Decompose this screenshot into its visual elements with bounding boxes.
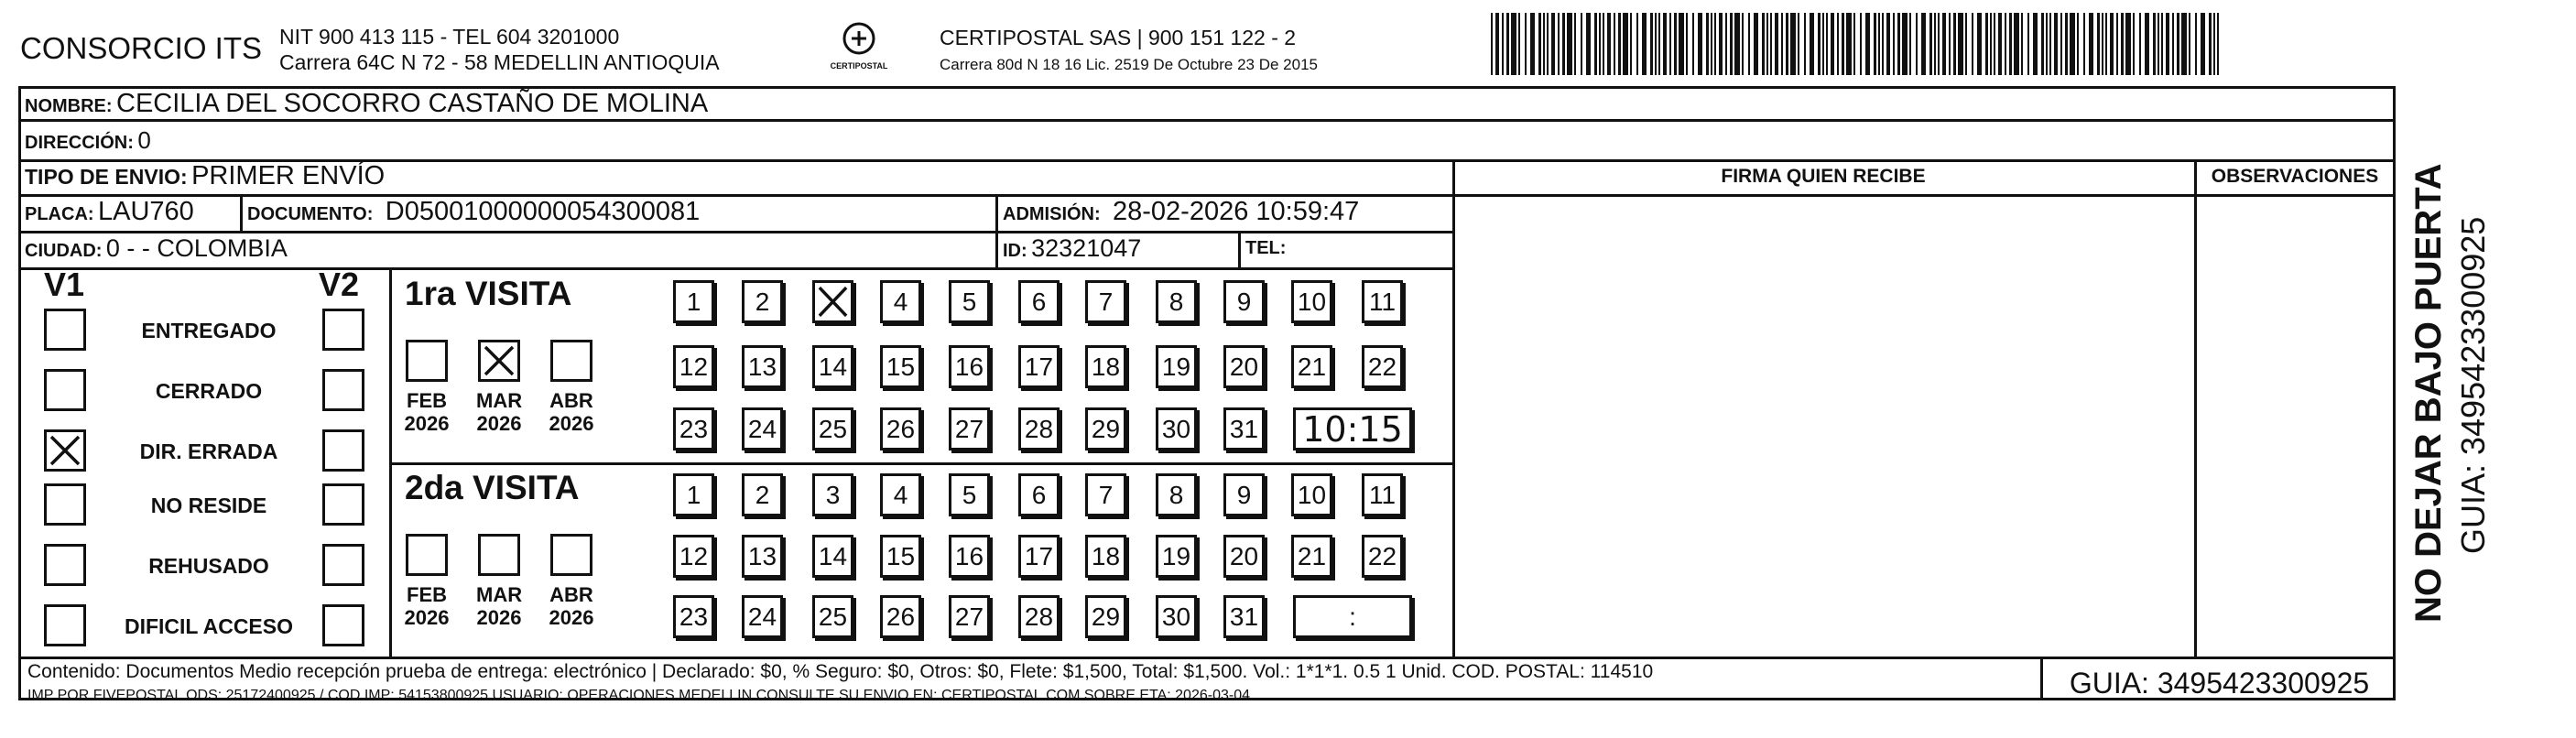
barcode-bar: [1618, 13, 1621, 75]
barcode: [1491, 13, 2223, 75]
visit1-day-box[interactable]: 23: [673, 407, 714, 450]
visit2-title: 2da VISITA: [405, 469, 580, 506]
barcode-bar: [1762, 13, 1765, 75]
month-year: 2026: [549, 606, 594, 629]
month-year: 2026: [404, 606, 450, 629]
barcode-bar: [1663, 13, 1667, 75]
barcode-bar: [2102, 13, 2103, 75]
barcode-bar: [2181, 13, 2187, 75]
nombre-label: NOMBRE:: [25, 96, 113, 116]
barcode-bar: [1658, 13, 1660, 75]
barcode-bar: [1985, 13, 1988, 75]
month-name: ABR: [549, 583, 593, 606]
barcode-bar: [2021, 13, 2023, 75]
status-v2-checkbox[interactable]: [322, 483, 364, 526]
visit1-day-box[interactable]: 15: [880, 345, 921, 388]
visit2-day-box[interactable]: 15: [880, 535, 921, 578]
visit1-day-box[interactable]: 4: [880, 280, 921, 323]
barcode-bar: [1846, 13, 1852, 75]
barcode-bar: [2077, 13, 2079, 75]
visit2-day-box[interactable]: 22: [1362, 535, 1403, 578]
barcode-bar: [1998, 13, 2002, 75]
footer-contenido: Contenido: Documentos Medio recepción prueba de entrega: electrónico | Declarado: $0, % Seguro: $0, Otros: $0, Flete: $1,500, Total: $1,500. Vol.: 1*1*1. 0.5 1 Unid. COD. POSTAL: 114510: [27, 661, 1654, 682]
barcode-bar: [1934, 13, 1936, 75]
documento-field: [247, 197, 700, 227]
firma-header: FIRMA QUIEN RECIBE: [1721, 166, 1926, 187]
barcode-bar: [1810, 13, 1814, 75]
v1-header: V1: [44, 266, 85, 303]
barcode-bar: [2201, 13, 2205, 75]
visit2-day-box[interactable]: 8: [1156, 473, 1197, 516]
visit2-day-box[interactable]: 4: [880, 473, 921, 516]
documento-value: D05001000000054300081: [385, 197, 701, 226]
month-year: 2026: [549, 412, 594, 435]
visit1-day-box[interactable]: 5: [949, 280, 990, 323]
visit2-day-box[interactable]: 20: [1223, 535, 1265, 578]
barcode-bar: [2060, 13, 2062, 75]
barcode-bar: [1953, 13, 1956, 75]
barcode-bar: [1977, 13, 1982, 75]
barcode-bar: [1538, 13, 1541, 75]
visit2-month-checkbox[interactable]: [406, 534, 448, 576]
barcode-bar: [1831, 13, 1834, 75]
barcode-bar: [2070, 13, 2075, 75]
visit1-day-box[interactable]: 27: [949, 407, 990, 450]
status-label: NO RESIDE: [150, 494, 267, 517]
barcode-bar: [1775, 13, 1778, 75]
visit2-month-checkbox[interactable]: [550, 534, 592, 576]
admision-field: [1003, 197, 1359, 227]
barcode-bar: [1958, 13, 1963, 75]
barcode-bar: [1909, 13, 1911, 75]
barcode-bar: [1567, 13, 1572, 75]
barcode-bar: [1506, 13, 1509, 75]
barcode-bar: [1525, 13, 1527, 75]
barcode-bar: [1754, 13, 1758, 75]
barcode-bar: [1916, 13, 1918, 75]
visit1-day-box[interactable]: 11: [1362, 280, 1403, 323]
barcode-bar: [1581, 13, 1582, 75]
company-name: CONSORCIO ITS: [20, 31, 263, 65]
barcode-bar: [2189, 13, 2190, 75]
visit2-day-box[interactable]: 14: [812, 535, 853, 578]
barcode-bar: [1603, 13, 1604, 75]
admision-label: ADMISIÓN:: [1003, 204, 1101, 224]
barcode-bar: [2158, 13, 2159, 75]
visit1-month-label: [549, 389, 594, 435]
barcode-bar: [2116, 13, 2118, 75]
placa-value: LAU760: [98, 197, 194, 226]
ciudad-field: [25, 234, 288, 263]
barcode-bar: [1491, 13, 1493, 75]
status-v2-checkbox[interactable]: [322, 369, 364, 411]
barcode-bar: [1860, 13, 1862, 75]
barcode-bar: [1650, 13, 1653, 75]
status-label: DIFICIL ACCESO: [124, 614, 293, 638]
visit2-day-box[interactable]: 30: [1156, 595, 1197, 638]
barcode-bar: [2161, 13, 2163, 75]
status-label: CERRADO: [155, 379, 263, 403]
barcode-bar: [1636, 13, 1638, 75]
barcode-bar: [1921, 13, 1926, 75]
tipo-envio-label: TIPO DE ENVIO:: [25, 165, 188, 189]
visit1-day-box[interactable]: 31: [1223, 407, 1265, 450]
visit2-day-box[interactable]: 2: [742, 473, 783, 516]
barcode-bar: [1686, 13, 1688, 75]
barcode-bar: [1594, 13, 1597, 75]
status-v2-checkbox[interactable]: [322, 604, 364, 646]
courier-info: [940, 24, 1318, 79]
visit1-month-label: [404, 389, 450, 435]
id-value: 32321047: [1031, 234, 1142, 262]
visit2-day-box[interactable]: 19: [1156, 535, 1197, 578]
month-year: 2026: [404, 412, 450, 435]
admision-value: 28-02-2026 10:59:47: [1113, 197, 1360, 226]
visit2-day-box[interactable]: 21: [1291, 535, 1332, 578]
barcode-bar: [1630, 13, 1632, 75]
barcode-bar: [1748, 13, 1750, 75]
barcode-bar: [1942, 13, 1946, 75]
barcode-bar: [2139, 13, 2141, 75]
month-year: 2026: [476, 412, 522, 435]
visit1-day-box[interactable]: 8: [1156, 280, 1197, 323]
barcode-bar: [1949, 13, 1951, 75]
courier-name: CERTIPOSTAL SAS | 900 151 122 - 2: [940, 26, 1297, 49]
visit1-month-label: [476, 389, 522, 435]
barcode-bar: [1822, 13, 1824, 75]
month-name: FEB: [407, 389, 447, 412]
side-guia: GUIA: 3495423300925: [2454, 216, 2492, 554]
tipo-envio-value: PRIMER ENVÍO: [191, 161, 386, 190]
visit1-day-box[interactable]: 14: [812, 345, 853, 388]
barcode-bar: [2014, 13, 2019, 75]
status-label: REHUSADO: [148, 554, 269, 578]
id-label: ID:: [1003, 241, 1027, 261]
barcode-bar: [1599, 13, 1601, 75]
barcode-bar: [1734, 13, 1740, 75]
visit1-day-box[interactable]: 2: [742, 280, 783, 323]
barcode-bar: [1623, 13, 1628, 75]
barcode-bar: [1679, 13, 1684, 75]
barcode-bar: [2217, 13, 2219, 75]
visit1-day-box[interactable]: 16: [949, 345, 990, 388]
barcode-bar: [2005, 13, 2006, 75]
visit1-day-box[interactable]: 19: [1156, 345, 1197, 388]
visit2-day-box[interactable]: 27: [949, 595, 990, 638]
barcode-bar: [2213, 13, 2215, 75]
barcode-bar: [1719, 13, 1723, 75]
barcode-bar: [1502, 13, 1504, 75]
barcode-bar: [1990, 13, 1992, 75]
ciudad-value: 0 - - COLOMBIA: [105, 234, 288, 262]
company-address: Carrera 64C N 72 - 58 MEDELLIN ANTIOQUIA: [279, 50, 720, 74]
barcode-bar: [1874, 13, 1876, 75]
barcode-bar: [1725, 13, 1727, 75]
status-label: ENTREGADO: [141, 319, 277, 342]
tipo-envio-field: [25, 161, 385, 191]
visit1-day-box[interactable]: 9: [1223, 280, 1265, 323]
visit2-day-box[interactable]: 6: [1018, 473, 1060, 516]
logo-icon: [841, 20, 877, 57]
visit2-day-box[interactable]: 29: [1085, 595, 1126, 638]
barcode-bar: [1518, 13, 1520, 75]
ciudad-label: CIUDAD:: [25, 241, 103, 261]
barcode-bar: [1669, 13, 1671, 75]
barcode-bar: [1511, 13, 1516, 75]
visit1-day-box[interactable]: 30: [1156, 407, 1197, 450]
visit1-day-box[interactable]: 17: [1018, 345, 1060, 388]
visit1-day-box[interactable]: 18: [1085, 345, 1126, 388]
logo-text: CERTIPOSTAL: [830, 61, 888, 71]
barcode-bar: [2209, 13, 2212, 75]
visit2-day-box[interactable]: 1: [673, 473, 714, 516]
barcode-bar: [1742, 13, 1744, 75]
visit2-day-box[interactable]: 7: [1085, 473, 1126, 516]
visit2-day-box[interactable]: 31: [1223, 595, 1265, 638]
side-notice: NO DEJAR BAJO PUERTA: [2408, 163, 2449, 623]
barcode-bar: [1558, 13, 1560, 75]
barcode-bar: [2110, 13, 2114, 75]
barcode-bar: [1837, 13, 1839, 75]
tel-field: [1245, 238, 1286, 259]
barcode-bar: [2153, 13, 2156, 75]
barcode-bar: [2089, 13, 2093, 75]
barcode-bar: [2041, 13, 2044, 75]
visit2-day-box[interactable]: 11: [1362, 473, 1403, 516]
barcode-bar: [1865, 13, 1870, 75]
status-v1-checkbox[interactable]: [44, 604, 86, 646]
x-mark-icon: [481, 342, 517, 379]
status-v1-checkbox[interactable]: [44, 309, 86, 351]
visit2-day-box[interactable]: 28: [1018, 595, 1060, 638]
visit1-day-box[interactable]: 13: [742, 345, 783, 388]
barcode-bar: [1692, 13, 1694, 75]
barcode-bar: [1878, 13, 1880, 75]
barcode-bar: [1698, 13, 1702, 75]
visit1-month-checkbox[interactable]: [478, 340, 520, 382]
barcode-bar: [2054, 13, 2058, 75]
visit1-day-box[interactable]: 12: [673, 345, 714, 388]
barcode-bar: [1994, 13, 1995, 75]
barcode-bar: [1543, 13, 1545, 75]
visit2-month-label: [476, 583, 522, 629]
visit1-day-box[interactable]: 29: [1085, 407, 1126, 450]
barcode-bar: [1642, 13, 1647, 75]
visit2-day-box[interactable]: 18: [1085, 535, 1126, 578]
v2-header: V2: [319, 266, 360, 303]
visit1-month-checkbox[interactable]: [406, 340, 448, 382]
barcode-bar: [1781, 13, 1783, 75]
barcode-bar: [1586, 13, 1591, 75]
barcode-bar: [1574, 13, 1576, 75]
visit2-day-box[interactable]: 10: [1291, 473, 1332, 516]
barcode-bar: [2177, 13, 2179, 75]
direccion-value: 0: [137, 126, 151, 154]
barcode-bar: [1972, 13, 1973, 75]
visit2-day-box[interactable]: 17: [1018, 535, 1060, 578]
barcode-bar: [1897, 13, 1900, 75]
status-v1-checkbox[interactable]: [44, 483, 86, 526]
visit2-day-box[interactable]: 16: [949, 535, 990, 578]
visit2-day-box[interactable]: 5: [949, 473, 990, 516]
barcode-bar: [1766, 13, 1768, 75]
barcode-bar: [2145, 13, 2149, 75]
documento-label: DOCUMENTO:: [247, 204, 374, 224]
visit2-month-checkbox[interactable]: [478, 534, 520, 576]
barcode-bar: [1562, 13, 1565, 75]
visit1-day-box[interactable]: 20: [1223, 345, 1265, 388]
observaciones-header: OBSERVACIONES: [2211, 166, 2379, 187]
barcode-bar: [1938, 13, 1940, 75]
visit1-day-box[interactable]: 10: [1291, 280, 1332, 323]
x-mark-icon: [815, 283, 851, 320]
barcode-bar: [2166, 13, 2169, 75]
barcode-bar: [1804, 13, 1806, 75]
barcode-bar: [1882, 13, 1884, 75]
barcode-bar: [1607, 13, 1611, 75]
status-label: DIR. ERRADA: [139, 440, 278, 463]
x-mark-icon: [47, 432, 83, 469]
barcode-bar: [1902, 13, 1908, 75]
visit2-day-box[interactable]: 23: [673, 595, 714, 638]
visit2-day-box[interactable]: 25: [812, 595, 853, 638]
visit2-day-box[interactable]: 24: [742, 595, 783, 638]
barcode-bar: [1530, 13, 1535, 75]
nombre-field: [25, 89, 708, 119]
visit1-day-box[interactable]: 24: [742, 407, 783, 450]
visit2-day-box[interactable]: 12: [673, 535, 714, 578]
tel-label: TEL:: [1245, 238, 1287, 258]
barcode-bar: [2097, 13, 2100, 75]
barcode-bar: [1655, 13, 1657, 75]
barcode-bar: [2105, 13, 2107, 75]
barcode-bar: [1614, 13, 1615, 75]
month-name: FEB: [407, 583, 447, 606]
barcode-bar: [1893, 13, 1895, 75]
month-name: MAR: [476, 389, 523, 412]
barcode-bar: [1547, 13, 1549, 75]
visit2-day-box[interactable]: 3: [812, 473, 853, 516]
barcode-bar: [2049, 13, 2051, 75]
visit1-day-box[interactable]: 25: [812, 407, 853, 450]
barcode-bar: [1818, 13, 1821, 75]
barcode-bar: [2172, 13, 2174, 75]
status-v2-checkbox[interactable]: [322, 429, 364, 472]
direccion-label: DIRECCIÓN:: [25, 133, 134, 153]
barcode-bar: [1786, 13, 1788, 75]
barcode-bar: [1798, 13, 1799, 75]
month-name: ABR: [549, 389, 593, 412]
visit2-time-box[interactable]: :: [1293, 595, 1412, 638]
certipostal-logo: [818, 20, 900, 71]
barcode-bar: [2195, 13, 2197, 75]
barcode-bar: [2033, 13, 2038, 75]
company-info: [279, 24, 720, 75]
status-v2-checkbox[interactable]: [322, 309, 364, 351]
barcode-bar: [1495, 13, 1499, 75]
visit2-month-label: [549, 583, 594, 629]
visit1-day-box[interactable]: 22: [1362, 345, 1403, 388]
barcode-bar: [1711, 13, 1712, 75]
barcode-bar: [2121, 13, 2124, 75]
barcode-bar: [1551, 13, 1555, 75]
barcode-bar: [2009, 13, 2012, 75]
direccion-field: [25, 126, 151, 155]
status-v1-checkbox[interactable]: [44, 429, 86, 472]
visit2-day-box[interactable]: 26: [880, 595, 921, 638]
month-name: MAR: [476, 583, 523, 606]
visit1-day-box[interactable]: 7: [1085, 280, 1126, 323]
visit1-month-checkbox[interactable]: [550, 340, 592, 382]
visit2-day-box[interactable]: 9: [1223, 473, 1265, 516]
visit2-day-box[interactable]: 13: [742, 535, 783, 578]
barcode-bar: [1706, 13, 1709, 75]
visit1-day-box[interactable]: 6: [1018, 280, 1060, 323]
barcode-bar: [1886, 13, 1890, 75]
visit1-day-box[interactable]: [812, 280, 853, 323]
nombre-value: CECILIA DEL SOCORRO CASTAÑO DE MOLINA: [116, 89, 709, 118]
visit1-day-box[interactable]: 1: [673, 280, 714, 323]
courier-address: Carrera 80d N 18 16 Lic. 2519 De Octubre 23 De 2015: [940, 56, 1318, 73]
status-v2-checkbox[interactable]: [322, 544, 364, 586]
barcode-bar: [1714, 13, 1716, 75]
visit1-day-box[interactable]: 28: [1018, 407, 1060, 450]
status-v1-checkbox[interactable]: [44, 369, 86, 411]
barcode-bar: [1790, 13, 1796, 75]
barcode-bar: [2027, 13, 2029, 75]
barcode-bar: [1853, 13, 1855, 75]
month-year: 2026: [476, 606, 522, 629]
barcode-bar: [1674, 13, 1677, 75]
visit2-month-label: [404, 583, 450, 629]
company-nit: NIT 900 413 115 - TEL 604 3201000: [279, 25, 620, 49]
footer-imp: IMP POR FIVEPOSTAL ODS: 25172400925 / COD.IMP: 54153800925 USUARIO: OPERACIONES MEDELLIN CONSULTE SU ENVIO EN: CERTIPOSTAL.COM SOBRE ETA: 2026-03-04: [27, 688, 1250, 703]
placa-field: [25, 197, 194, 227]
barcode-bar: [1826, 13, 1828, 75]
visit1-day-box[interactable]: 26: [880, 407, 921, 450]
status-v1-checkbox[interactable]: [44, 544, 86, 586]
visit1-title: 1ra VISITA: [405, 275, 572, 312]
barcode-bar: [1730, 13, 1733, 75]
id-field: [1003, 234, 1141, 263]
barcode-bar: [1965, 13, 1967, 75]
placa-label: PLACA:: [25, 204, 94, 224]
visit1-day-box[interactable]: 21: [1291, 345, 1332, 388]
barcode-bar: [2125, 13, 2131, 75]
footer-guia: GUIA: 3495423300925: [2069, 667, 2370, 700]
barcode-bar: [2083, 13, 2085, 75]
barcode-bar: [2046, 13, 2048, 75]
barcode-bar: [1770, 13, 1772, 75]
barcode-bar: [1929, 13, 1932, 75]
barcode-bar: [1842, 13, 1844, 75]
visit1-time-box[interactable]: 10:15: [1293, 407, 1412, 450]
barcode-bar: [2133, 13, 2135, 75]
barcode-bar: [2065, 13, 2068, 75]
